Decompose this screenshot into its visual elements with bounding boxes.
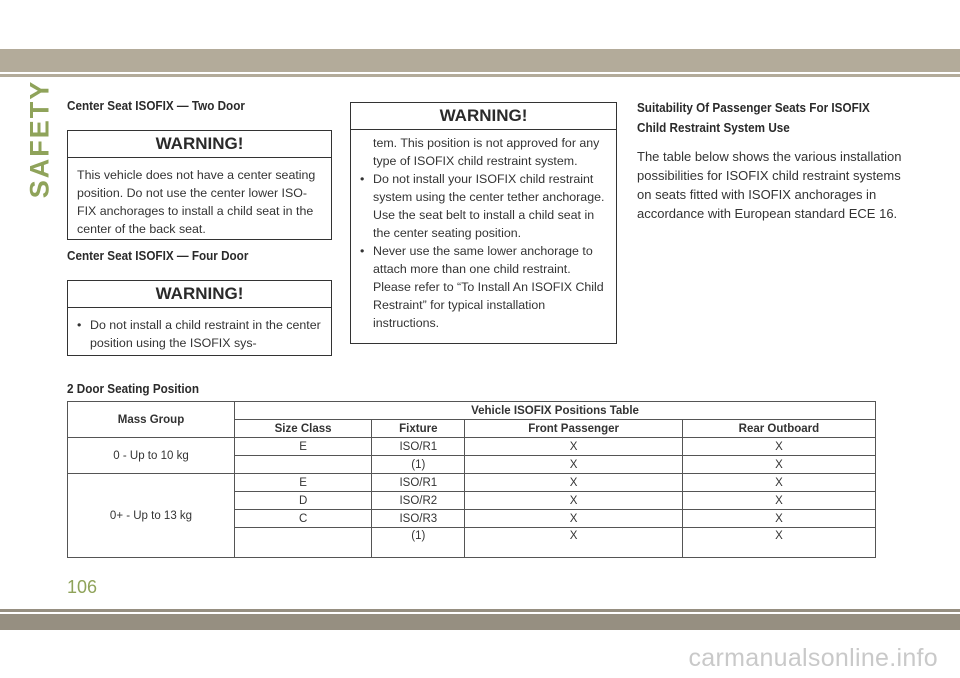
- table-cell: X: [465, 492, 682, 510]
- table-cell: (1): [372, 528, 465, 558]
- mass-cell: 0+ - Up to 13 kg: [68, 474, 235, 558]
- table-title: 2 Door Seating Position: [67, 381, 199, 396]
- warning-title: WARNING!: [68, 281, 331, 308]
- table-cell: X: [682, 456, 875, 474]
- table-cell: X: [465, 510, 682, 528]
- warning-box-continued: [350, 102, 617, 344]
- table-row: [68, 438, 876, 456]
- isofix-positions-table: [67, 401, 876, 558]
- heading-two-door: Center Seat ISOFIX — Two Door: [67, 98, 245, 113]
- warning-text: This vehicle does not have a center seating position. Do not use the center lower ISO-FIX anchorages to install a child seat in the center of the back seat.: [77, 168, 316, 236]
- table-row: [68, 474, 876, 492]
- table-cell: X: [465, 528, 682, 558]
- heading-suitability-line2: Child Restraint System Use: [637, 120, 790, 135]
- warning-bullet: • Do not install a child restraint in the center position using the ISOFIX sys-: [77, 316, 322, 352]
- table-cell: [235, 456, 372, 474]
- top-band: [0, 49, 960, 72]
- table-cell: X: [682, 438, 875, 456]
- table-cell: X: [465, 474, 682, 492]
- column-header: Fixture: [372, 420, 465, 438]
- table-cell: X: [465, 438, 682, 456]
- table-cell: X: [682, 510, 875, 528]
- positions-table-header: Vehicle ISOFIX Positions Table: [235, 402, 876, 420]
- warning-box-two-door: [67, 130, 332, 240]
- table-cell: X: [682, 492, 875, 510]
- warning-continuation: tem. This position is not approved for any type of ISOFIX child restraint system.: [373, 136, 600, 168]
- section-tab: [24, 79, 55, 199]
- table-cell: X: [682, 528, 875, 558]
- warning-box-four-door: [67, 280, 332, 356]
- heading-four-door: Center Seat ISOFIX — Four Door: [67, 248, 249, 263]
- warning-title: WARNING!: [351, 103, 616, 130]
- suitability-body: The table below shows the various installation possibilities for ISOFIX child restraint systems on seats fitted with ISOFIX anchorages in accordance with European standard ECE 16.: [637, 149, 902, 221]
- table-cell: [235, 528, 372, 558]
- mass-cell: 0 - Up to 10 kg: [68, 438, 235, 474]
- table-cell: ISO/R3: [372, 510, 465, 528]
- table-cell: X: [465, 456, 682, 474]
- column-header: Size Class: [235, 420, 372, 438]
- section-tab-label: SAFETY: [24, 79, 55, 199]
- warning-bullet: • Never use the same lower anchorage to attach more than one child restraint. Please refer to “To Install An ISOFIX Child Restraint” for typical installation instructions.: [360, 242, 607, 332]
- heading-suitability-line1: Suitability Of Passenger Seats For ISOFIX: [637, 100, 870, 115]
- table-cell: X: [682, 474, 875, 492]
- table-cell: ISO/R2: [372, 492, 465, 510]
- warning-title: WARNING!: [68, 131, 331, 158]
- mass-group-header: Mass Group: [68, 402, 235, 438]
- table-cell: C: [235, 510, 372, 528]
- warning-bullet: • Do not install your ISOFIX child restraint system using the center tether anchorage. Use the seat belt to install a child seat in the center seating position.: [360, 170, 607, 242]
- table-cell: E: [235, 438, 372, 456]
- table-cell: ISO/R1: [372, 438, 465, 456]
- page-number: 106: [67, 577, 98, 597]
- table-cell: (1): [372, 456, 465, 474]
- table-cell: D: [235, 492, 372, 510]
- table-cell: E: [235, 474, 372, 492]
- table-cell: ISO/R1: [372, 474, 465, 492]
- watermark: carmanualsonline.info: [688, 644, 938, 672]
- top-band-line: [0, 74, 960, 77]
- column-header: Front Passenger: [465, 420, 682, 438]
- bottom-band: [0, 614, 960, 630]
- bottom-band-line: [0, 609, 960, 612]
- column-header: Rear Outboard: [682, 420, 875, 438]
